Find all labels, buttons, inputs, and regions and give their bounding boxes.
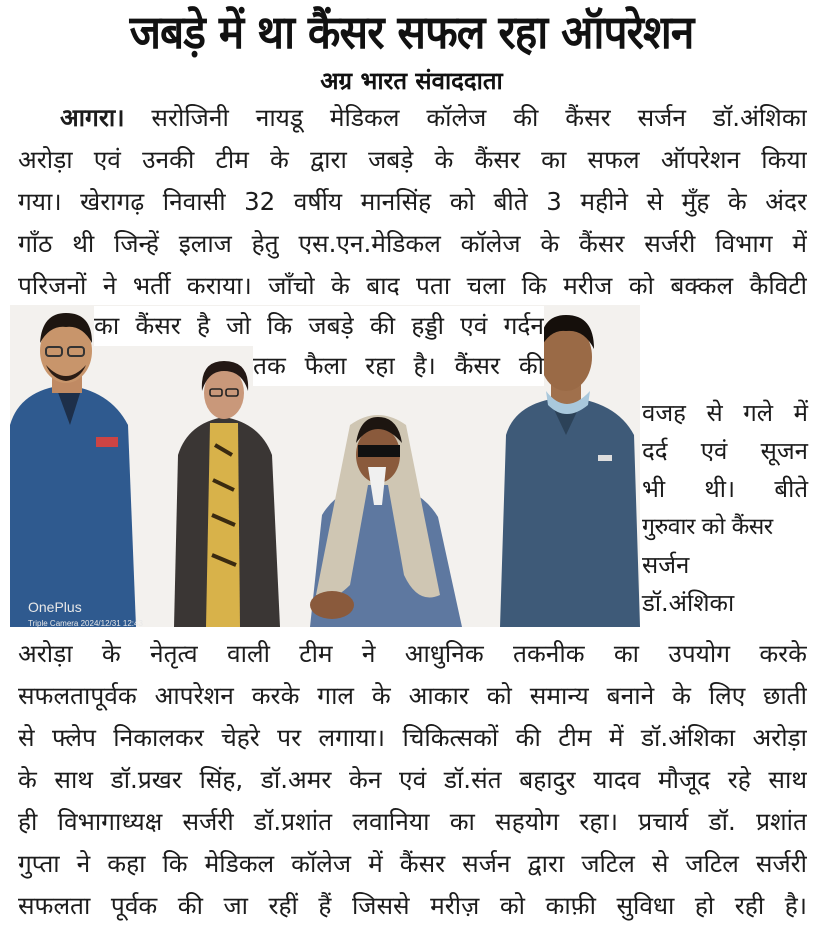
side-line: भी थी। बीते [642,475,808,503]
article-line [18,98,807,138]
side-line: गुरुवार को कैंसर [642,514,773,540]
byline: अग्र भारत संवाददाता [320,67,503,95]
article-wrap-line: का कैंसर है जो कि जबड़े की हड्डी एवं गर्दन [94,306,544,346]
side-column [642,394,808,622]
article-line: गुप्ता ने कहा कि मेडिकल कॉलेज में कैंसर सर्जन द्वारा जटिल से जटिल सर्जरी [18,849,807,878]
article-line: सफलतापूर्वक आपरेशन करके गाल के आकार को समान्य बनाने के लिए छाती [18,681,807,710]
side-line: डॉ.अंशिका [642,589,735,617]
watermark-sub: Triple Camera 2024/12/31 12:43 [28,619,143,627]
article-line: के साथ डॉ.प्रखर सिंह, डॉ.अमर केन एवं डॉ.संत बहादुर यादव मौजूद रहे साथ [18,765,807,794]
side-line: वजह से गले में [642,399,808,427]
article-line-text: सरोजिनी नायडू मेडिकल कॉलेज की कैंसर सर्जन डॉ.अंशिका [151,103,807,132]
article-line: से फ्लेप निकालकर चेहरे पर लगाया। चिकित्सकों की टीम में डॉ.अंशिका अरोड़ा [18,723,807,752]
side-line: दर्द एवं सूजन [642,437,808,465]
side-line: सर्जन [642,551,690,579]
article-line: ही विभागाध्यक्ष सर्जरी डॉ.प्रशांत लवानिया का सहयोग रहा। प्रचार्य डॉ. प्रशांत [18,807,807,836]
article-wrap-line: तक फैला रहा है। कैंसर की [253,346,544,386]
headline: जबड़े में था कैंसर सफल रहा ऑपरेशन [129,5,694,59]
dateline: आगरा। [60,103,125,132]
article-line: गाँठ थी जिन्हें इलाज हेतु एस.एन.मेडिकल कॉलेज के कैंसर सर्जरी विभाग में [18,229,807,258]
article-line: अरोड़ा के नेतृत्व वाली टीम ने आधुनिक तकनीक का उपयोग करके [18,639,807,668]
article-line: सफलता पूर्वक की जा रहीं हैं जिससे मरीज़ को काफ़ी सुविधा हो रही है। [18,891,807,920]
article-line: परिजनों ने भर्ती कराया। जाँचो के बाद पता चला कि मरीज को बक्कल कैविटी [18,271,807,300]
article-line: अरोड़ा एवं उनकी टीम के द्वारा जबड़े के कैंसर का सफल ऑपरेशन किया [18,145,807,174]
article-line: गया। खेरागढ़ निवासी 32 वर्षीय मानसिंह को बीते 3 महीने से मुँह के अंदर [18,187,807,216]
camera-watermark [28,599,143,627]
watermark-brand: OnePlus [28,599,82,615]
